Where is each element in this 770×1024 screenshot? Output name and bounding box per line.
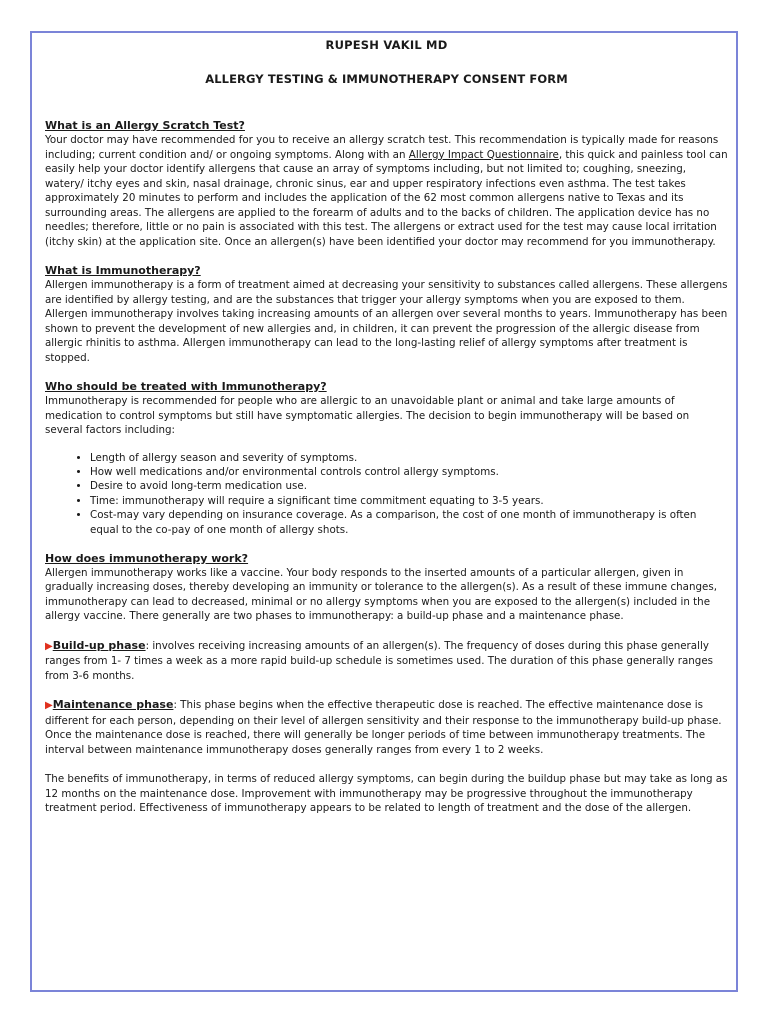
section-heading: How does immunotherapy work? <box>45 551 249 565</box>
text-part: , this quick and painless tool can easily help your doctor identify allergens that cause an array of symptoms including, but not limited to; coughing, sneezing, watery/ itchy eyes and skin, nasal drainage, chronic sinus, ear and upper respiratory infections even asthma. The test takes approximately 20 minutes to perform and includes the application of the 62 most common allergens native to Texas and its surrounding areas. The allergens are applied to the forearm of adults and to the backs of children. The application device has no needles; therefore, little or no pain is associated with this test. The allergens or extract used for the test may cause local irritation (itchy skin) at the application site. Once an allergen(s) have been identified your doctor may recommend for you immunotherapy. <box>45 148 728 248</box>
section-heading: What is an Allergy Scratch Test? <box>45 119 245 132</box>
section-text <box>45 133 728 249</box>
section-heading: What is Immunotherapy? <box>45 264 201 277</box>
list-item: • How well medications and/or environmental controls control allergy symptoms. <box>90 465 728 479</box>
list-item: • Desire to avoid long-term medication use. <box>90 479 728 493</box>
list-item: • Cost-may vary depending on insurance coverage. As a comparison, the cost of one month of immunotherapy is often equal to the co-pay of one month of allergy shots. <box>90 508 728 537</box>
section-text: Immunotherapy is recommended for people who are allergic to an unavoidable plant or animal and take large amounts of medication to control symptoms but still have symptomatic allergies. The decision to begin immunotherapy will be based on several factors including: <box>45 395 690 436</box>
phase-label: Maintenance phase <box>52 698 174 712</box>
section-text: Allergen immunotherapy is a form of treatment aimed at decreasing your sensitivity to substances called allergens. These allergens are identified by allergy testing, and are the substances that trigger your allergy symptoms when you are exposed to them. Allergen immunotherapy involves taking increasing amounts of an allergen over several months to years. Immunotherapy has been shown to prevent the development of new allergies and, in children, it can prevent the progression of the allergic disease from allergic rhinitis to asthma. Allergen immunotherapy can lead to the long-lasting relief of allergy symptoms after treatment is stopped. <box>45 279 728 364</box>
phase-text: : This phase begins when the effective therapeutic dose is reached. The effective maintenance dose is different for each person, depending on their level of allergen sensitivity and their response to the immunotherapy build-up phase. Once the maintenance dose is reached, there will generally be longer periods of time between immunotherapy treatments. The interval between maintenance immunotherapy doses generally ranges from every 1 to 2 weeks. <box>45 699 722 756</box>
arrow-right-icon: ▶ <box>45 700 53 712</box>
section-who-treated <box>45 380 728 537</box>
section-how-works <box>45 552 728 624</box>
section-immunotherapy <box>45 264 728 365</box>
text-part: Your doctor may have recommended for you to receive an allergy scratch test. This recommendation is typically made for reasons including; current condition and/ or ongoing symptoms. Along with an <box>45 134 719 161</box>
section-scratch-test <box>45 119 728 249</box>
arrow-right-icon: ▶ <box>45 640 53 652</box>
benefits-text: The benefits of immunotherapy, in terms of reduced allergy symptoms, can begin during the buildup phase but may take as long as 12 months on the maintenance dose. Improvement with immunotherapy may be progressive throughout the immunotherapy treatment period. Effectiveness of immunotherapy appears to be related to length of treatment and the dose of the allergen. <box>45 773 728 815</box>
section-text: Allergen immunotherapy works like a vaccine. Your body responds to the inserted amounts of a particular allergen, given in gradually increasing doses, thereby developing an immunity or tolerance to the allergen(s). As a result of these immune changes, immunotherapy can lead to decreased, minimal or no allergy symptoms when you are exposed to the allergen(s) included in the allergy vaccine. There generally are two phases to immunotherapy: a build-up phase and a maintenance phase. <box>45 566 718 623</box>
buildup-phase <box>45 639 728 684</box>
factor-list <box>45 451 728 537</box>
list-item: • Length of allergy season and severity of symptoms. <box>90 451 728 465</box>
phase-label: Build-up phase <box>52 638 146 652</box>
questionnaire-link[interactable]: Allergy Impact Questionnaire <box>408 148 559 161</box>
maintenance-phase <box>45 698 728 757</box>
phase-text: : involves receiving increasing amounts of an allergen(s). The frequency of doses during this phase generally ranges from 1- 7 times a week as a more rapid build-up schedule is sometimes used. The duration of this phase generally ranges from 3-6 months. <box>45 639 714 682</box>
list-item: • Time: immunotherapy will require a significant time commitment equating to 3-5 years. <box>90 494 728 508</box>
consent-form <box>45 38 728 816</box>
form-title: ALLERGY TESTING & IMMUNOTHERAPY CONSENT FORM <box>205 72 568 86</box>
doctor-name: RUPESH VAKIL MD <box>325 38 448 52</box>
section-heading: Who should be treated with Immunotherapy? <box>45 380 327 393</box>
